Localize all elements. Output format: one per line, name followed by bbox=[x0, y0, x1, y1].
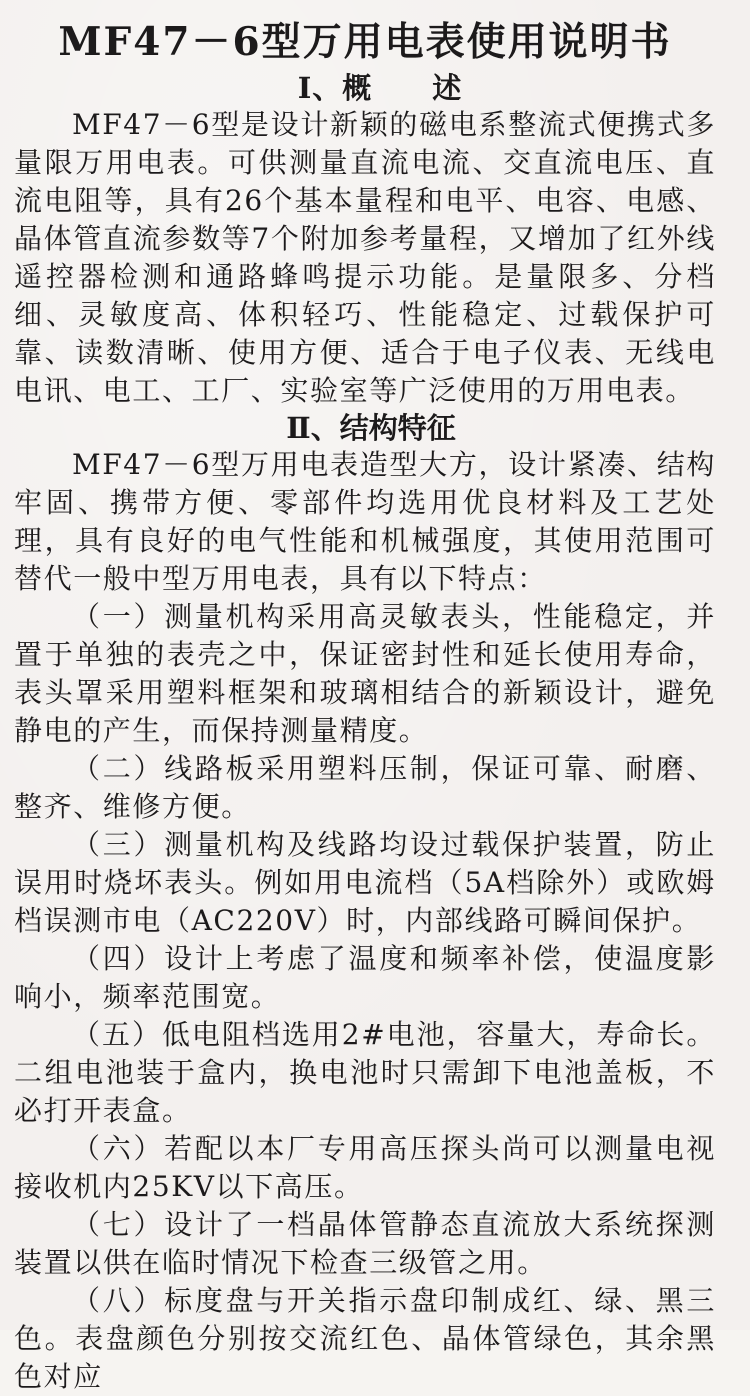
feature-item-4: （四）设计上考虑了温度和频率补偿，使温度影响小，频率范围宽。 bbox=[14, 942, 716, 1013]
structure-intro-paragraph: MF47－6型万用电表造型大方，设计紧凑、结构牢固、携带方便、零部件均选用优良材料及工艺处理，具有良好的电气性能和机械强度，其使用范围可替代一般中型万用电表，具有以下特点： bbox=[14, 448, 716, 595]
section-heading-structure: Ⅱ、结构特征 bbox=[286, 411, 456, 445]
section-heading-overview: Ⅰ、概 述 bbox=[297, 71, 463, 105]
feature-item-1: （一）测量机构采用高灵敏表头，性能稳定，并置于单独的表壳之中，保证密封性和延长使用寿命，表头罩采用塑料框架和玻璃相结合的新颖设计，避免静电的产生，而保持测量精度。 bbox=[14, 600, 716, 747]
document-title: MF47－6型万用电表使用说明书 bbox=[58, 19, 672, 65]
feature-item-8: （八）标度盘与开关指示盘印制成红、绿、黑三色。表盘颜色分别按交流红色、晶体管绿色，其余黑色对应 bbox=[14, 1284, 716, 1393]
overview-paragraph: MF47－6型是设计新颖的磁电系整流式便携式多量限万用电表。可供测量直流电流、交直流电压、直流电阻等，具有26个基本量程和电平、电容、电感、晶体管直流参数等7个附加参考量程，又增加了红外线遥控器检测和通路蜂鸣提示功能。是量限多、分档细、灵敏度高、体积轻巧、性能稳定、过载保护可靠、读数清晰、使用方便、适合于电子仪表、无线电电讯、电工、工厂、实验室等广泛使用的万用电表。 bbox=[14, 108, 716, 407]
feature-item-6: （六）若配以本厂专用高压探头尚可以测量电视接收机内25KV以下高压。 bbox=[14, 1132, 716, 1203]
feature-item-5: （五）低电阻档选用2#电池，容量大，寿命长。二组电池装于盒内，换电池时只需卸下电池盖板，不必打开表盒。 bbox=[14, 1018, 716, 1127]
feature-item-2: （二）线路板采用塑料压制，保证可靠、耐磨、整齐、维修方便。 bbox=[14, 752, 716, 823]
feature-item-3: （三）测量机构及线路均设过载保护装置，防止误用时烧坏表头。例如用电流档（5A档除外）或欧姆档误测市电（AC220V）时，内部线路可瞬间保护。 bbox=[14, 828, 716, 937]
feature-item-7: （七）设计了一档晶体管静态直流放大系统探测装置以供在临时情况下检查三级管之用。 bbox=[14, 1208, 716, 1279]
